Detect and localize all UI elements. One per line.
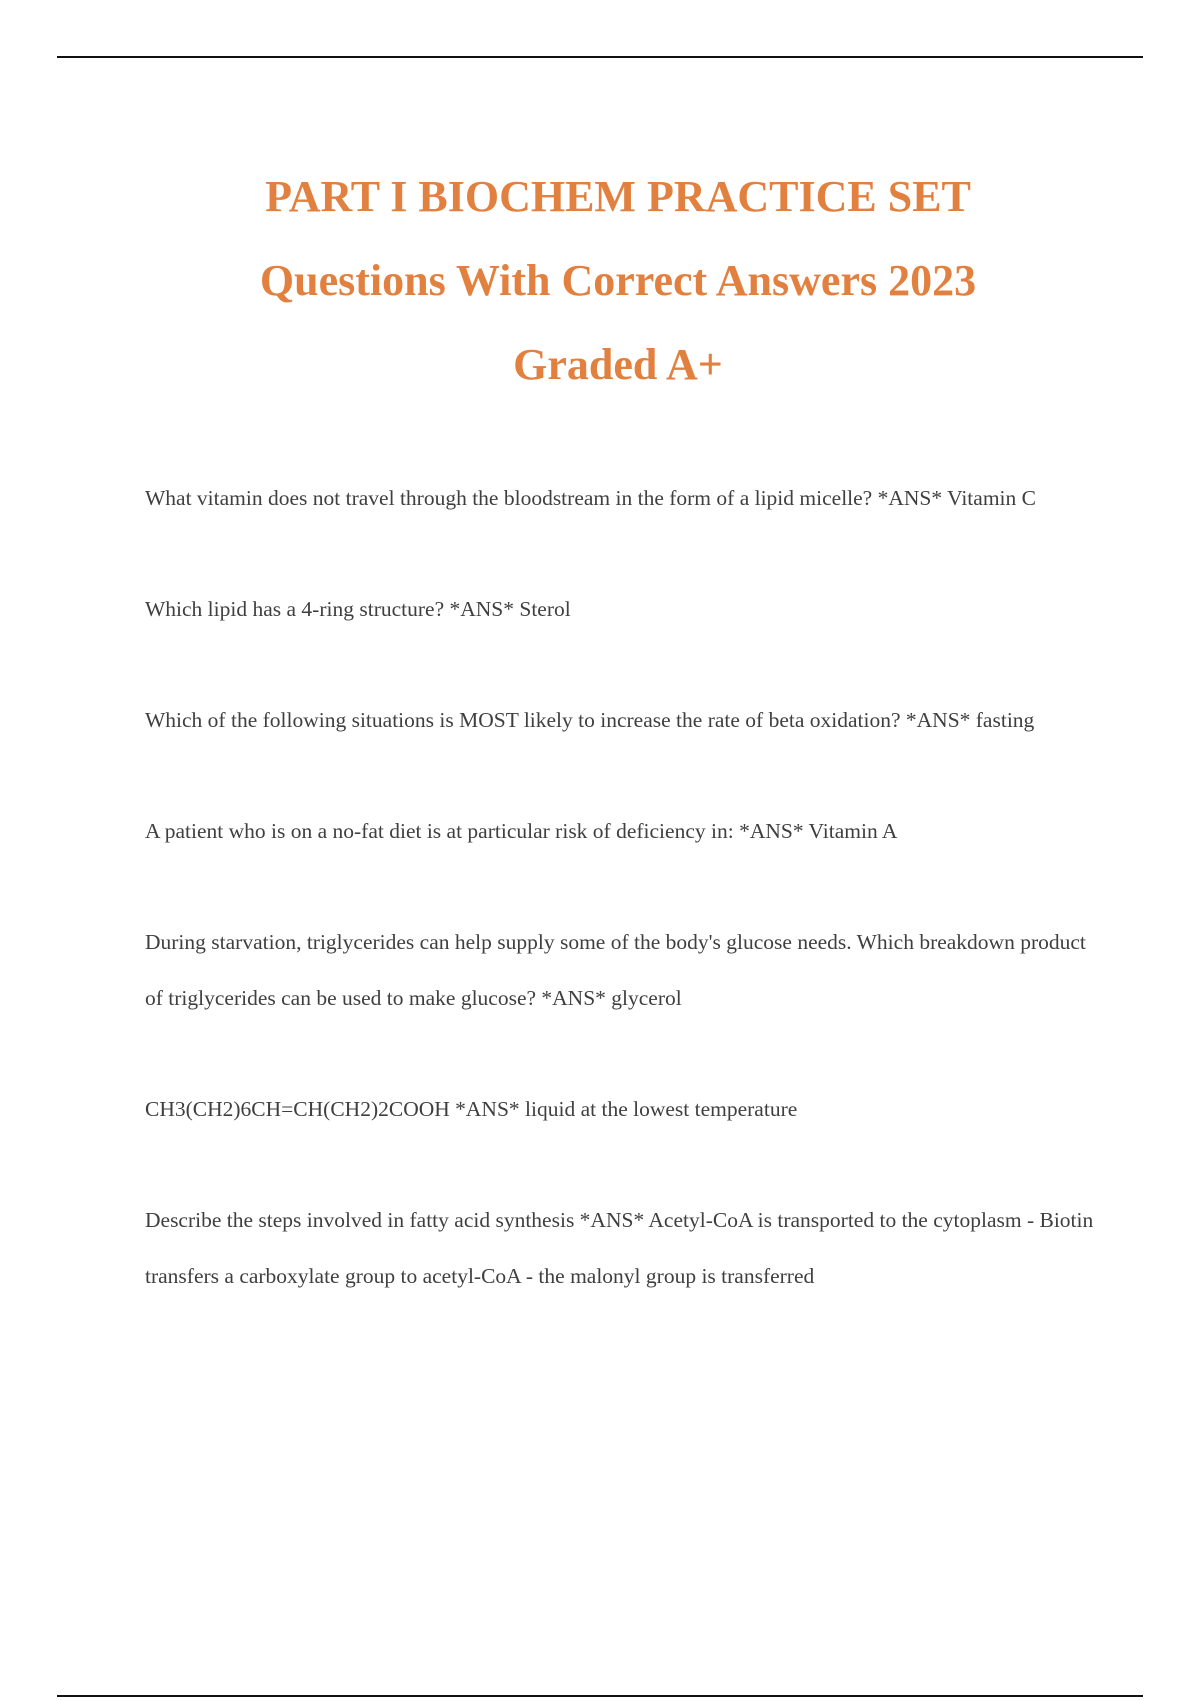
qa-list [145,470,1105,1359]
qa-item: A patient who is on a no-fat diet is at particular risk of deficiency in: *ANS* Vitamin A [145,819,898,843]
title-line-2: Questions With Correct Answers 2023 [259,256,977,305]
qa-item: What vitamin does not travel through the bloodstream in the form of a lipid micelle? *ANS* Vitamin C [145,486,1036,510]
title-line-1: PART I BIOCHEM PRACTICE SET [265,172,971,221]
document-title [0,155,1200,407]
qa-item: Describe the steps involved in fatty acid synthesis *ANS* Acetyl-CoA is transported to the cytoplasm - Biotin transfers a carboxylate group to acetyl-CoA - the malonyl group is transferred [145,1208,1094,1288]
qa-item: During starvation, triglycerides can help supply some of the body's glucose needs. Which breakdown product of triglycerides can be used to make glucose? *ANS* glycerol [145,930,1086,1010]
bottom-rule [57,1695,1143,1697]
qa-item: Which lipid has a 4-ring structure? *ANS* Sterol [145,597,571,621]
qa-item: CH3(CH2)6CH=CH(CH2)2COOH *ANS* liquid at the lowest temperature [145,1097,798,1121]
top-rule [57,56,1143,58]
title-line-3: Graded A+ [513,340,723,389]
qa-item: Which of the following situations is MOST likely to increase the rate of beta oxidation? *ANS* fasting [145,708,1035,732]
